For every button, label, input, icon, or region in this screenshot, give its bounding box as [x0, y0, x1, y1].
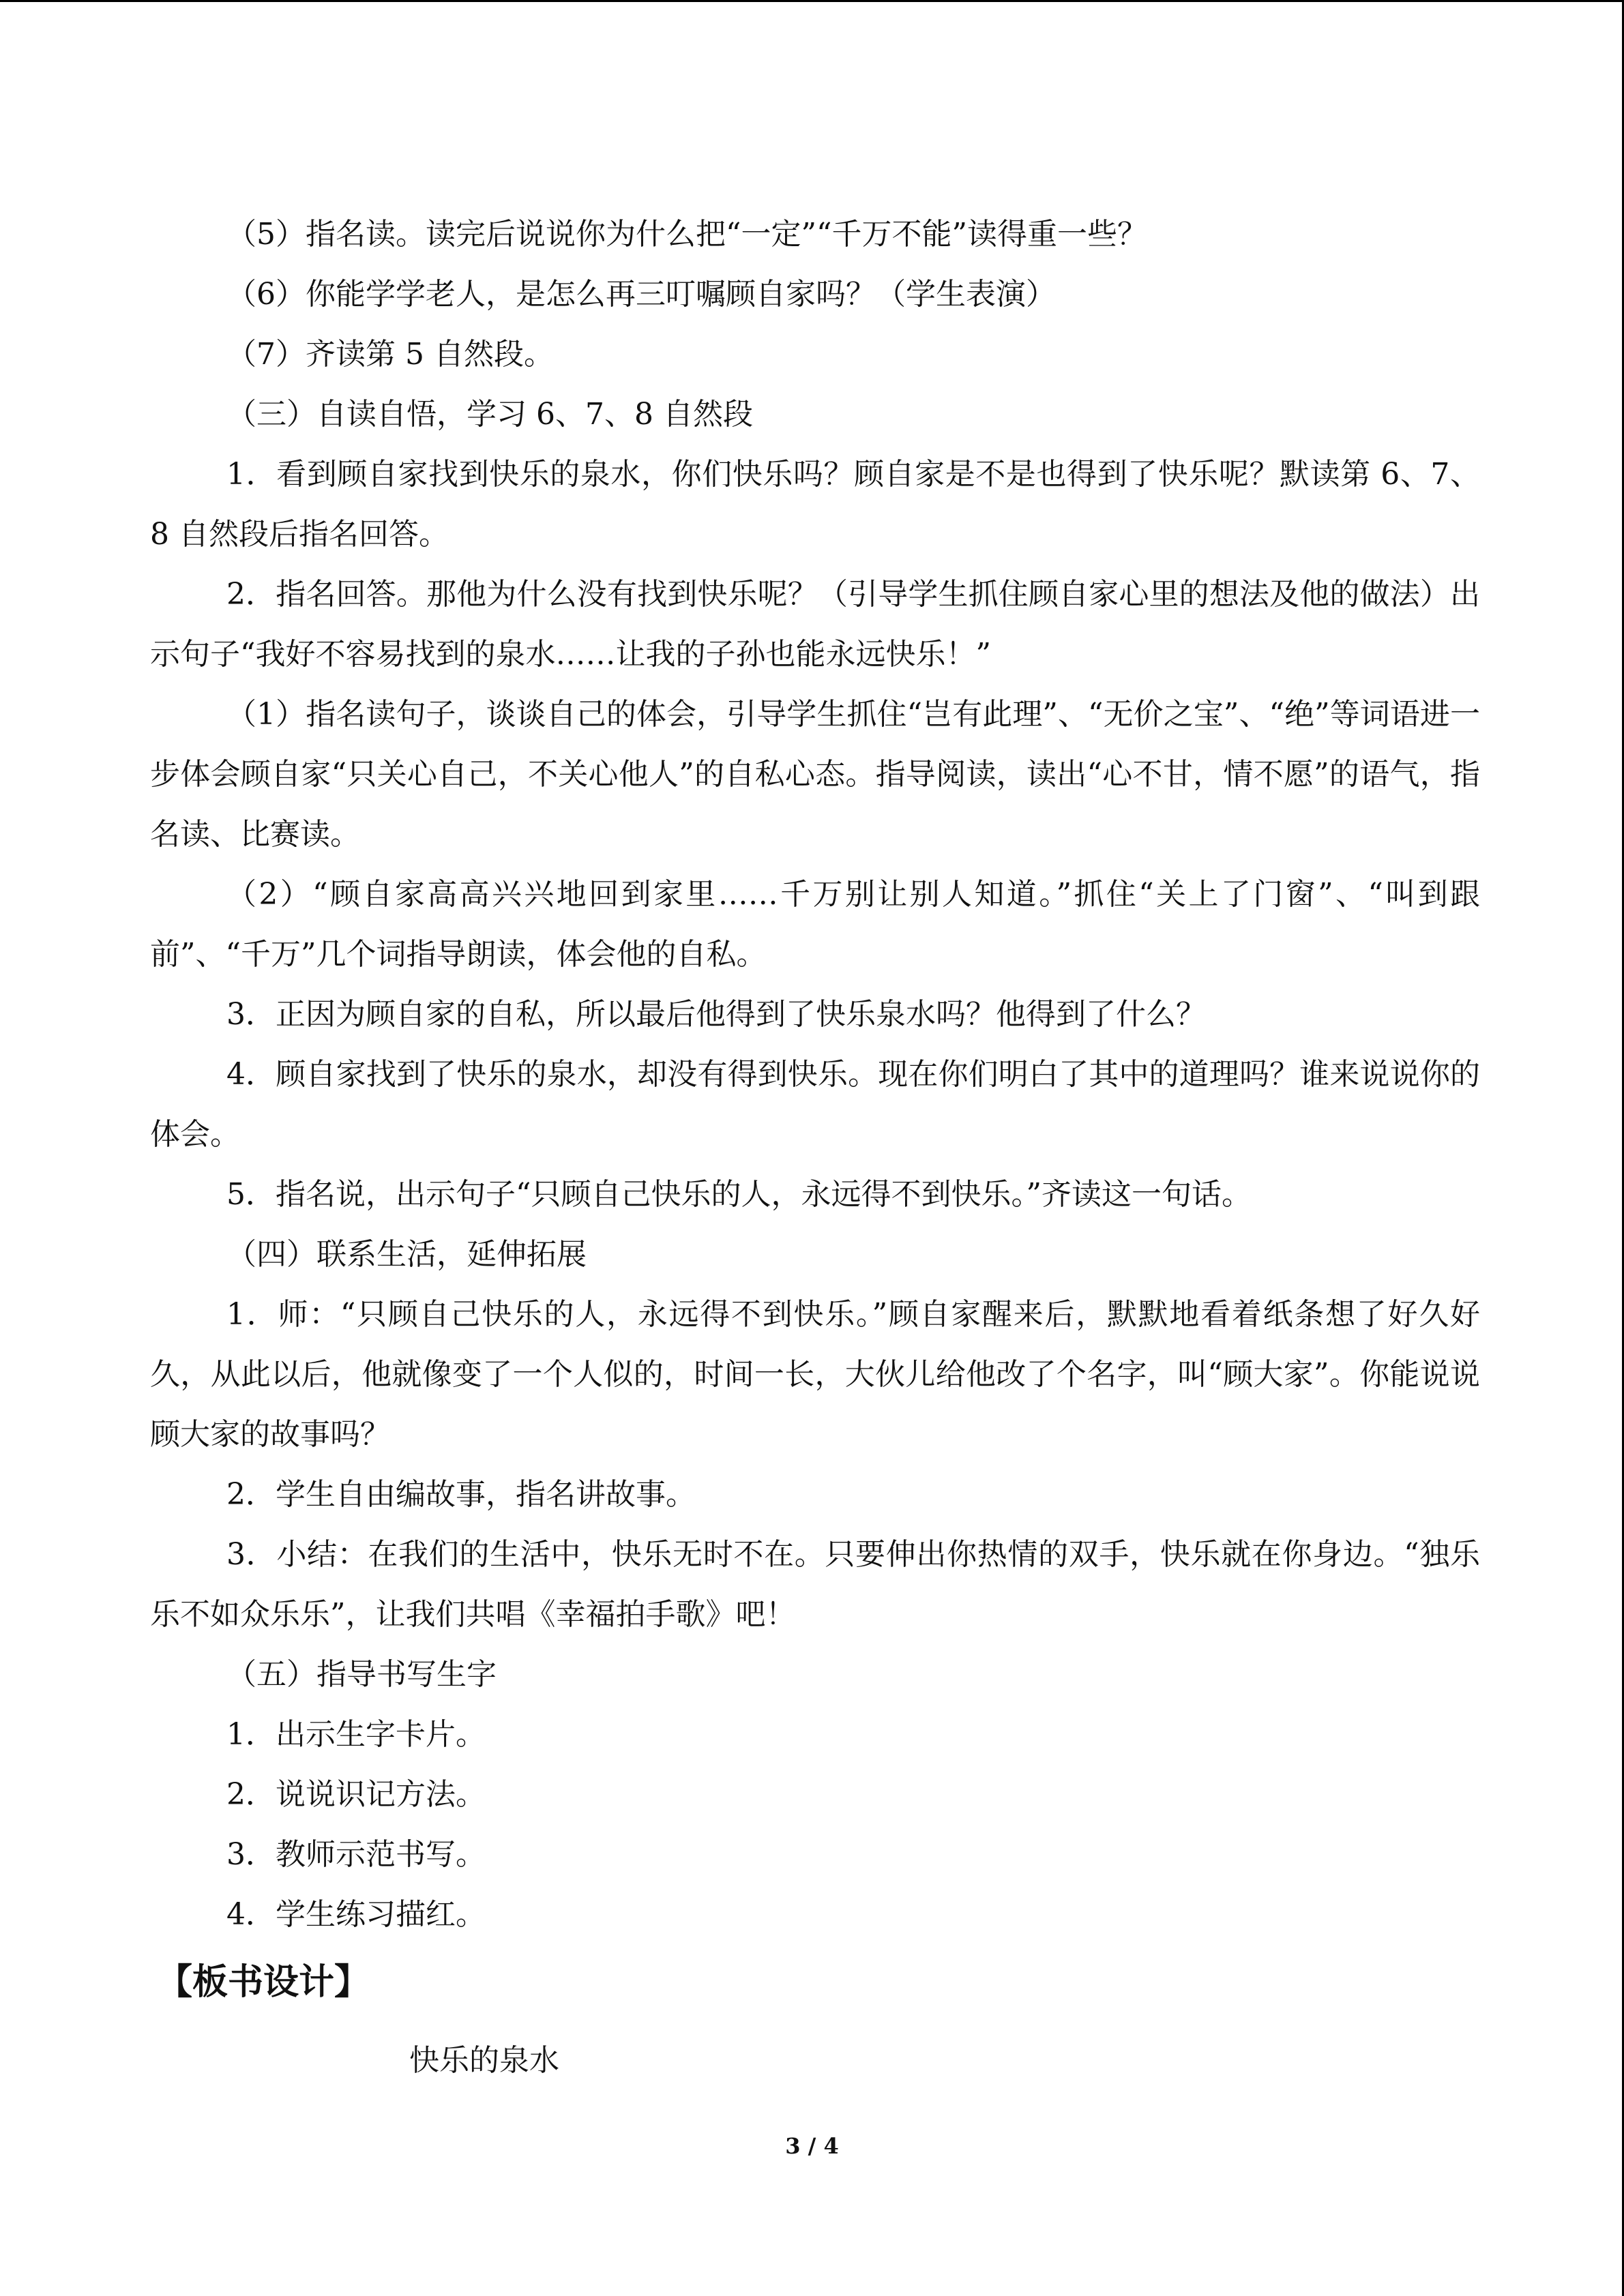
- paragraph: 3．正因为顾自家的自私，所以最后他得到了快乐泉水吗？他得到了什么？: [226, 997, 1206, 1032]
- list-item: 3．教师示范书写。: [226, 1837, 486, 1872]
- list-item: 4．学生练习描红。: [226, 1897, 486, 1932]
- list-item: 1．出示生字卡片。: [226, 1717, 486, 1752]
- paragraph: （5）指名读。读完后说说你为什么把“一定”“千万不能”读得重一些？: [226, 217, 1147, 252]
- paragraph: 3．小结：在我们的生活中，快乐无时不在。只要伸出你热情的双手，快乐就在你身边。“独乐乐不如众乐乐”，让我们共唱《幸福拍手歌》吧！: [150, 1537, 1480, 1632]
- paragraph: （1）指名读句子，谈谈自己的体会，引导学生抓住“岂有此理”、“无价之宝”、“绝”等词语进一步体会顾自家“只关心自己，不关心他人”的自私心态。指导阅读，读出“心不甘，情不愿”的语气，指名读、比赛读。: [150, 697, 1480, 852]
- subsection-heading: （五）指导书写生字: [226, 1657, 497, 1692]
- paragraph: 2．指名回答。那他为什么没有找到快乐呢？（引导学生抓住顾自家心里的想法及他的做法）出示句子“我好不容易找到的泉水……让我的子孙也能永远快乐！”: [150, 577, 1480, 672]
- subsection-heading: （四）联系生活，延伸拓展: [226, 1237, 587, 1272]
- paragraph: 1．看到顾自家找到快乐的泉水，你们快乐吗？顾自家是不是也得到了快乐呢？默读第 6、7、8 自然段后指名回答。: [150, 457, 1480, 552]
- paragraph: 2．学生自由编故事，指名讲故事。: [226, 1477, 696, 1512]
- paragraph: （7）齐读第 5 自然段。: [226, 337, 554, 372]
- list-item: 2．说说识记方法。: [226, 1777, 486, 1812]
- paragraph: 1．师：“只顾自己快乐的人，永远得不到快乐。”顾自家醒来后，默默地看着纸条想了好久好久，从此以后，他就像变了一个人似的，时间一长，大伙儿给他改了个名字，叫“顾大家”。你能说说顾大家的故事吗？: [150, 1297, 1480, 1452]
- paragraph: 5．指名说，出示句子“只顾自己快乐的人，永远得不到快乐。”齐读这一句话。: [226, 1177, 1252, 1212]
- subsection-heading: （三）自读自悟，学习 6、7、8 自然段: [226, 397, 753, 432]
- paragraph: （2）“顾自家高高兴兴地回到家里……千万别让别人知道。”抓住“关上了门窗”、“叫到跟前”、“千万”几个词指导朗读，体会他的自私。: [150, 877, 1480, 972]
- board-title: 快乐的泉水: [409, 2043, 559, 2078]
- document-body: [150, 205, 1480, 2102]
- page-number: 3 / 4: [785, 2133, 839, 2159]
- paragraph: 4．顾自家找到了快乐的泉水，却没有得到快乐。现在你们明白了其中的道理吗？谁来说说你的体会。: [150, 1057, 1480, 1152]
- section-heading-board-design: 【板书设计】: [157, 1962, 370, 2003]
- paragraph: （6）你能学学老人，是怎么再三叮嘱顾自家吗？（学生表演）: [226, 277, 1056, 312]
